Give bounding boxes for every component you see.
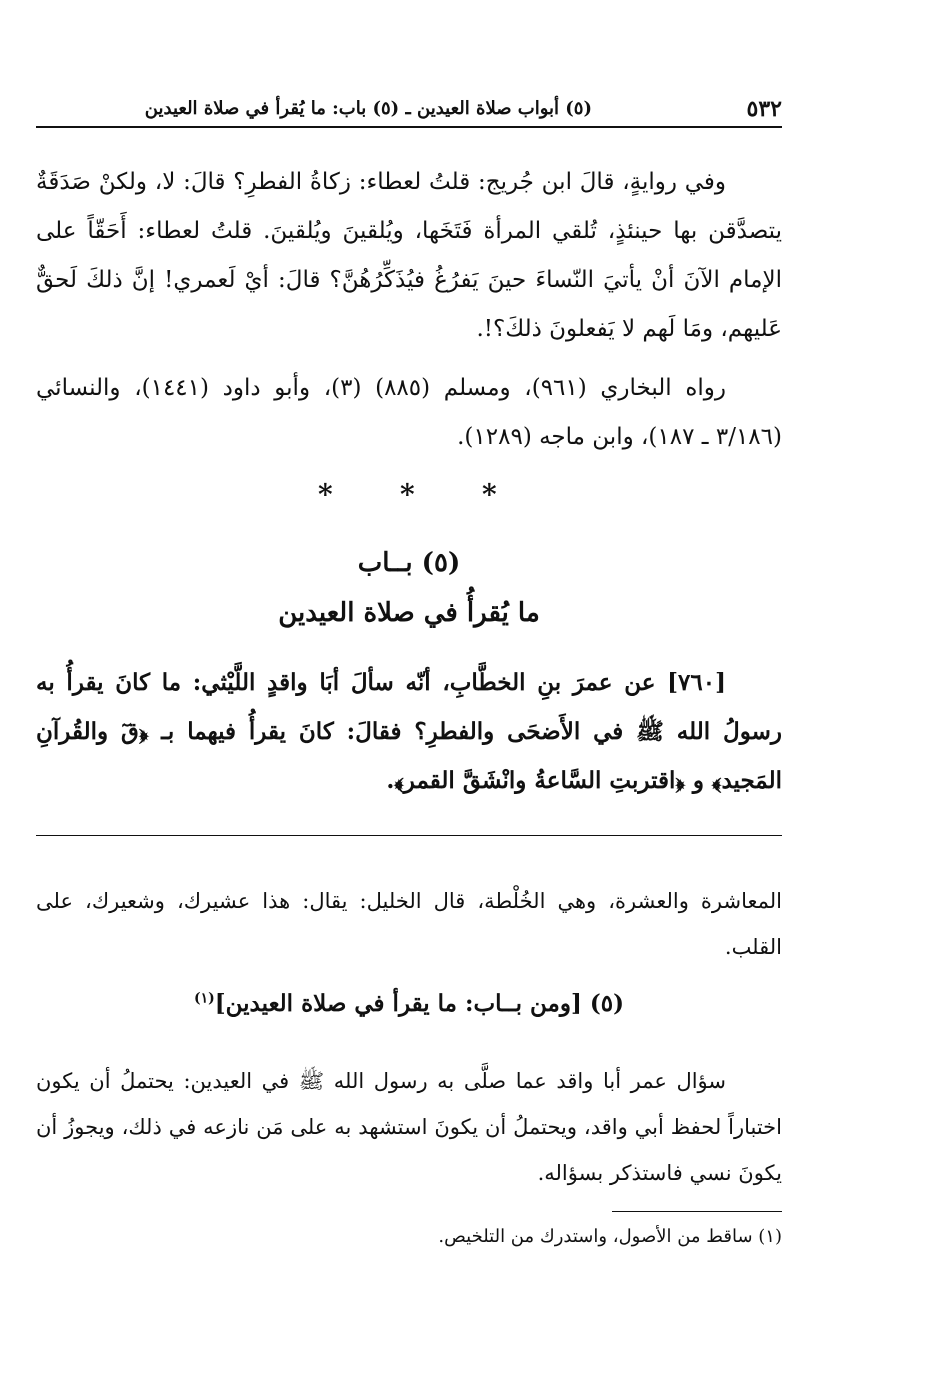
- takhrij-reference: رواه البخاري (٩٦١)، ومسلم (٨٨٥) (٣)، وأبو داود (١٤٤١)، والنسائي (٣/١٨٦ ـ ١٨٧)، وابن ماجه (١٢٨٩).: [36, 375, 782, 450]
- text-commentary-divider: [36, 835, 782, 836]
- running-title: (٥) أبواب صلاة العيدين ـ (٥) باب: ما يُقرأ في صلاة العيدين: [144, 98, 592, 119]
- hadith-760: [٧٦٠] عن عمرَ بنِ الخطَّابِ، أنّه سألَ أبَا واقدٍ اللَّيْثي: ما كانَ يقرأُ به رسولُ الله ﷺ في الأَضحَى والفطرِ؟ فقالَ: كانَ يقرأُ فيهما بـ ﴿قٓ والقُرآنِ المَجيد﴾ و ﴿اقتربتِ السَّاعةُ وانْشَقَّ القمر﴾.: [36, 669, 782, 794]
- section-separator: [0, 478, 933, 518]
- chapter-number: (٥) بــاب: [357, 548, 461, 578]
- separator-star: *: [400, 478, 415, 511]
- page-number: ٥٣٢: [746, 96, 782, 122]
- commentary-paragraph: المعاشرة والعشرة، وهي الخُلْطة، قال الخليل: يقال: هذا عشيرك، وشعيرك، على القلب.: [36, 889, 782, 959]
- commentary-paragraph: سؤال عمر أبا واقد عما صلَّى به رسول الله ﷺ في العيدين: يحتملُ أن يكون اختباراً لحفظ أبي واقد، ويحتملُ أن يكونَ استشهد به على مَن نازعه في ذلك، ويجوزُ أن يكونَ نسي فاستذكر بسؤاله.: [36, 1069, 782, 1185]
- footnote-marker: (١): [193, 990, 215, 1007]
- header-rule: [36, 126, 782, 128]
- footnote: (١) ساقط من الأصول، واستدرك من التلخيص.: [438, 1226, 782, 1247]
- commentary-heading-text: (٥) [ومن بــاب: ما يقرأ في صلاة العيدين]: [214, 990, 625, 1017]
- chapter-title: ما يُقرأُ في صلاة العيدين: [278, 598, 540, 628]
- separator-star: *: [318, 478, 333, 511]
- footnote-rule: [612, 1211, 782, 1212]
- page-header: [36, 92, 782, 126]
- commentary-heading: [36, 990, 782, 1017]
- hadith-narration: وفي روايةٍ، قالَ ابن جُريج: قلتُ لعطاء: زكاةُ الفطرِ؟ قالَ: لا، ولكنْ صَدَقَةٌ يتصدَّقن بها حينئذٍ، تُلقي المرأة فَتَخَها، ويُلقينَ ويُلقينَ. قلتُ لعطاء: أَحَقّاً على الإمام الآنَ أنْ يأتيَ النّساءَ حينَ يَفرُغُ فيُذَكِّرُهُنَّ؟ قالَ: أيْ لَعمري! إنَّ ذلكَ لَحقٌّ عَليهم، ومَا لَهم لا يَفعلونَ ذلكَ؟!.: [36, 169, 782, 342]
- separator-star: *: [482, 478, 497, 511]
